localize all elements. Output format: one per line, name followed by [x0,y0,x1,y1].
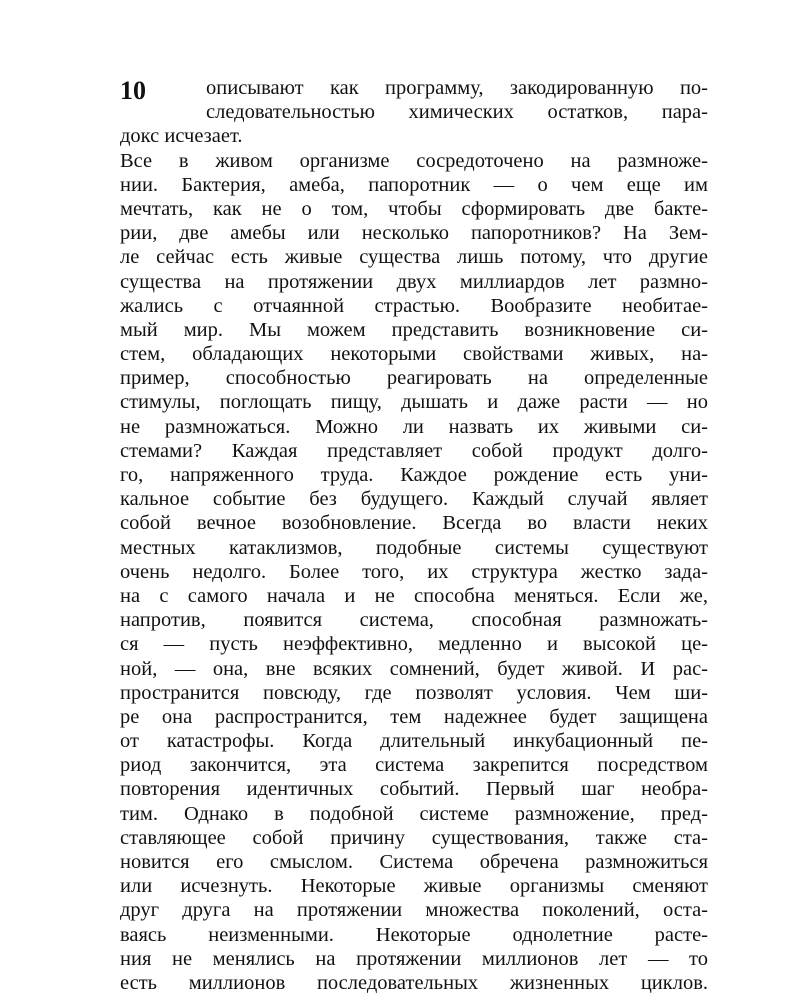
text-line: собой вечное возобновление. Всегда во власти неких [120,512,708,535]
text-line: нии. Бактерия, амеба, папоротник — о чем еще им [120,173,708,196]
text-line: ся — пусть неэффективно, медленно и высокой це- [120,633,708,656]
body-text [120,76,708,995]
text-line: ре она распространится, тем надежнее будет защищена [120,705,708,728]
text-line: ставляющее собой причину существования, также ста- [120,826,708,849]
text-line: повторения идентичных событий. Первый шаг необра- [120,778,708,801]
text-line: риод закончится, эта система закрепится посредством [120,754,708,777]
text-line: ваясь неизменными. Некоторые однолетние расте- [120,923,708,946]
text-line: ле сейчас есть живые существа лишь потому, что другие [120,246,708,269]
text-line: местных катаклизмов, подобные системы существуют [120,536,708,559]
text-line: пространится повсюду, где позволят условия. Чем ши- [120,681,708,704]
text-line: стемами? Каждая представляет собой продукт долго- [120,439,708,462]
text-line: не размножаться. Можно ли назвать их живыми си- [120,415,708,438]
text-line: на с самого начала и не способна меняться. Если же, [120,584,708,607]
text-line: ния не менялись на протяжении миллионов лет — то [120,947,708,970]
text-line: от катастрофы. Когда длительный инкубационный пе- [120,730,708,753]
text-line: друг друга на протяжении множества поколений, оста- [120,899,708,922]
text-line: мый мир. Мы можем представить возникновение си- [120,318,708,341]
text-line: го, напряженного труда. Каждое рождение есть уни- [120,464,708,486]
text-line: напротив, появится система, способная размножать- [120,609,708,632]
text-line: стем, обладающих некоторыми свойствами живых, на- [120,343,708,366]
text-line: очень недолго. Более того, их структура жестко зада- [120,560,708,583]
text-line: следовательностью химических остатков, пара- [206,101,708,124]
text-line: стимулы, поглощать пищу, дышать и даже расти — но [120,391,708,414]
text-line: докс исчезает. [120,125,243,148]
text-line: тим. Однако в подобной системе размножение, пред- [120,802,708,825]
text-line: существа на протяжении двух миллиардов лет размно- [120,270,708,293]
text-line: описывают как программу, закодированную по- [206,77,708,99]
text-line: кальное событие без будущего. Каждый случай являет [120,488,708,511]
text-line: или исчезнуть. Некоторые живые организмы сменяют [120,875,708,898]
text-line: рии, две амебы или несколько папоротников? На Зем- [120,222,708,245]
text-line: пример, способностью реагировать на определенные [120,367,708,390]
text-line: мечтать, как не о том, чтобы сформировать две бакте- [120,197,708,220]
text-line: есть миллионов последовательных жизненных циклов. [120,971,708,994]
text-line: новится его смыслом. Система обречена размножиться [120,851,708,873]
text-line: жались с отчаянной страстью. Вообразите необитае- [120,294,708,317]
page-number: 10 [120,76,146,105]
text-line: ной, — она, вне всяких сомнений, будет живой. И рас- [120,657,708,680]
text-line: Все в живом организме сосредоточено на размноже- [120,149,708,172]
